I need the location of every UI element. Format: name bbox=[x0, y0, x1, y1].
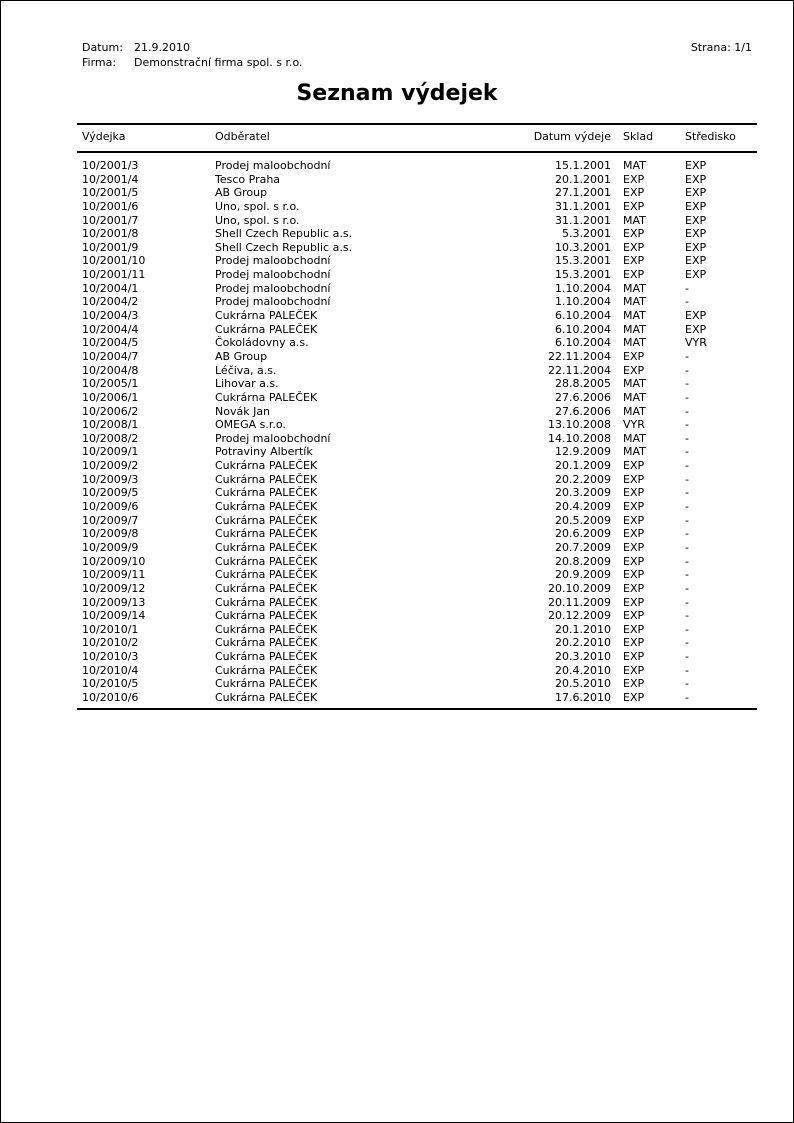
table-row bbox=[1, 364, 793, 378]
cell-sklad: MAT bbox=[623, 213, 646, 227]
cell-vydejka: 10/2001/11 bbox=[82, 268, 146, 282]
cell-datum-vydeje: 20.3.2009 bbox=[555, 486, 611, 500]
table-body bbox=[1, 159, 793, 705]
cell-odberatel: Cukrárna PALEČEK bbox=[215, 595, 318, 609]
cell-datum-vydeje: 20.4.2010 bbox=[555, 663, 611, 677]
cell-vydejka: 10/2009/13 bbox=[82, 595, 146, 609]
cell-vydejka: 10/2004/3 bbox=[82, 309, 139, 323]
cell-stredisko: - bbox=[685, 663, 689, 677]
table-row bbox=[1, 173, 793, 187]
cell-vydejka: 10/2009/1 bbox=[82, 445, 139, 459]
cell-sklad: EXP bbox=[623, 677, 645, 691]
table-row bbox=[1, 405, 793, 419]
table-row bbox=[1, 514, 793, 528]
cell-stredisko: - bbox=[685, 295, 689, 309]
table-row bbox=[1, 418, 793, 432]
table-row bbox=[1, 377, 793, 391]
cell-datum-vydeje: 22.11.2004 bbox=[548, 349, 611, 363]
header-odberatel: Odběratel bbox=[215, 130, 270, 143]
cell-vydejka: 10/2001/4 bbox=[82, 172, 139, 186]
table-row bbox=[1, 445, 793, 459]
cell-vydejka: 10/2010/5 bbox=[82, 677, 139, 691]
cell-stredisko: EXP bbox=[685, 268, 707, 282]
cell-vydejka: 10/2001/6 bbox=[82, 199, 139, 213]
cell-vydejka: 10/2009/6 bbox=[82, 500, 139, 514]
cell-stredisko: VYR bbox=[685, 336, 707, 350]
cell-sklad: EXP bbox=[623, 527, 645, 541]
table-row bbox=[1, 636, 793, 650]
cell-sklad: EXP bbox=[623, 663, 645, 677]
cell-stredisko: EXP bbox=[685, 309, 707, 323]
cell-sklad: EXP bbox=[623, 554, 645, 568]
cell-datum-vydeje: 31.1.2001 bbox=[555, 213, 611, 227]
cell-sklad: EXP bbox=[623, 459, 645, 473]
cell-odberatel: Prodej maloobchodní bbox=[215, 254, 331, 268]
cell-odberatel: Prodej maloobchodní bbox=[215, 431, 331, 445]
cell-odberatel: OMEGA s.r.o. bbox=[215, 418, 286, 432]
cell-datum-vydeje: 20.3.2010 bbox=[555, 650, 611, 664]
table-row bbox=[1, 596, 793, 610]
table-row bbox=[1, 541, 793, 555]
cell-odberatel: Cukrárna PALEČEK bbox=[215, 568, 318, 582]
cell-datum-vydeje: 17.6.2010 bbox=[555, 690, 611, 704]
cell-vydejka: 10/2009/14 bbox=[82, 609, 146, 623]
cell-odberatel: Lihovar a.s. bbox=[215, 377, 279, 391]
cell-odberatel: Shell Czech Republic a.s. bbox=[215, 227, 353, 241]
table-row bbox=[1, 432, 793, 446]
cell-vydejka: 10/2009/12 bbox=[82, 581, 146, 595]
table-row bbox=[1, 664, 793, 678]
cell-datum-vydeje: 27.1.2001 bbox=[555, 186, 611, 200]
cell-sklad: EXP bbox=[623, 186, 645, 200]
cell-stredisko: - bbox=[685, 418, 689, 432]
cell-stredisko: - bbox=[685, 636, 689, 650]
cell-odberatel: Prodej maloobchodní bbox=[215, 281, 331, 295]
firm-label: Firma: bbox=[82, 56, 117, 69]
date-value: 21.9.2010 bbox=[134, 41, 190, 54]
cell-vydejka: 10/2009/11 bbox=[82, 568, 146, 582]
cell-datum-vydeje: 6.10.2004 bbox=[555, 336, 611, 350]
cell-datum-vydeje: 20.1.2010 bbox=[555, 622, 611, 636]
cell-odberatel: Cukrárna PALEČEK bbox=[215, 513, 318, 527]
cell-vydejka: 10/2001/10 bbox=[82, 254, 146, 268]
cell-vydejka: 10/2001/5 bbox=[82, 186, 139, 200]
table-row bbox=[1, 486, 793, 500]
cell-sklad: MAT bbox=[623, 377, 646, 391]
cell-odberatel: Čokoládovny a.s. bbox=[215, 336, 309, 350]
cell-datum-vydeje: 27.6.2006 bbox=[555, 390, 611, 404]
cell-odberatel: Cukrárna PALEČEK bbox=[215, 622, 318, 636]
cell-odberatel: Cukrárna PALEČEK bbox=[215, 650, 318, 664]
cell-datum-vydeje: 20.2.2009 bbox=[555, 472, 611, 486]
cell-stredisko: EXP bbox=[685, 172, 707, 186]
cell-sklad: EXP bbox=[623, 486, 645, 500]
cell-odberatel: Potraviny Albertík bbox=[215, 445, 313, 459]
cell-vydejka: 10/2008/2 bbox=[82, 431, 139, 445]
cell-datum-vydeje: 20.12.2009 bbox=[548, 609, 611, 623]
cell-stredisko: EXP bbox=[685, 186, 707, 200]
cell-datum-vydeje: 20.9.2009 bbox=[555, 568, 611, 582]
cell-vydejka: 10/2006/1 bbox=[82, 390, 139, 404]
cell-odberatel: Cukrárna PALEČEK bbox=[215, 486, 318, 500]
cell-stredisko: - bbox=[685, 486, 689, 500]
cell-odberatel: AB Group bbox=[215, 186, 268, 200]
cell-stredisko: - bbox=[685, 377, 689, 391]
table-row bbox=[1, 500, 793, 514]
cell-sklad: EXP bbox=[623, 595, 645, 609]
cell-sklad: EXP bbox=[623, 254, 645, 268]
cell-stredisko: - bbox=[685, 568, 689, 582]
cell-stredisko: - bbox=[685, 281, 689, 295]
cell-stredisko: - bbox=[685, 363, 689, 377]
cell-vydejka: 10/2004/1 bbox=[82, 281, 139, 295]
cell-odberatel: AB Group bbox=[215, 349, 268, 363]
cell-stredisko: EXP bbox=[685, 227, 707, 241]
cell-odberatel: Tesco Praha bbox=[215, 172, 281, 186]
cell-datum-vydeje: 1.10.2004 bbox=[555, 295, 611, 309]
cell-datum-vydeje: 31.1.2001 bbox=[555, 199, 611, 213]
cell-vydejka: 10/2005/1 bbox=[82, 377, 139, 391]
cell-vydejka: 10/2001/8 bbox=[82, 227, 139, 241]
table-row bbox=[1, 186, 793, 200]
cell-sklad: MAT bbox=[623, 431, 646, 445]
table-row bbox=[1, 254, 793, 268]
cell-sklad: MAT bbox=[623, 295, 646, 309]
cell-sklad: EXP bbox=[623, 636, 645, 650]
cell-vydejka: 10/2010/3 bbox=[82, 650, 139, 664]
cell-sklad: MAT bbox=[623, 336, 646, 350]
table-row bbox=[1, 159, 793, 173]
cell-sklad: EXP bbox=[623, 227, 645, 241]
cell-sklad: EXP bbox=[623, 349, 645, 363]
cell-stredisko: - bbox=[685, 609, 689, 623]
cell-sklad: EXP bbox=[623, 650, 645, 664]
cell-vydejka: 10/2004/5 bbox=[82, 336, 139, 350]
table-row bbox=[1, 459, 793, 473]
cell-sklad: MAT bbox=[623, 445, 646, 459]
table-row bbox=[1, 677, 793, 691]
report-firm bbox=[82, 56, 303, 70]
cell-odberatel: Cukrárna PALEČEK bbox=[215, 554, 318, 568]
cell-sklad: EXP bbox=[623, 268, 645, 282]
table-row bbox=[1, 323, 793, 337]
table-row bbox=[1, 295, 793, 309]
header-stredisko: Středisko bbox=[685, 130, 736, 143]
cell-odberatel: Cukrárna PALEČEK bbox=[215, 677, 318, 691]
cell-stredisko: - bbox=[685, 472, 689, 486]
cell-datum-vydeje: 15.1.2001 bbox=[555, 159, 611, 172]
cell-sklad: MAT bbox=[623, 281, 646, 295]
page-title: Seznam výdejek bbox=[296, 81, 498, 106]
table-row bbox=[1, 391, 793, 405]
cell-sklad: EXP bbox=[623, 622, 645, 636]
cell-odberatel: Prodej maloobchodní bbox=[215, 295, 331, 309]
cell-vydejka: 10/2008/1 bbox=[82, 418, 139, 432]
cell-vydejka: 10/2009/2 bbox=[82, 459, 139, 473]
cell-datum-vydeje: 28.8.2005 bbox=[555, 377, 611, 391]
cell-sklad: EXP bbox=[623, 568, 645, 582]
table-row bbox=[1, 555, 793, 569]
cell-odberatel: Prodej maloobchodní bbox=[215, 159, 331, 172]
cell-odberatel: Cukrárna PALEČEK bbox=[215, 390, 318, 404]
cell-sklad: EXP bbox=[623, 609, 645, 623]
cell-sklad: EXP bbox=[623, 500, 645, 514]
cell-vydejka: 10/2010/2 bbox=[82, 636, 139, 650]
cell-sklad: EXP bbox=[623, 513, 645, 527]
cell-datum-vydeje: 20.2.2010 bbox=[555, 636, 611, 650]
cell-datum-vydeje: 20.1.2001 bbox=[555, 172, 611, 186]
cell-odberatel: Cukrárna PALEČEK bbox=[215, 459, 318, 473]
page-number: Strana: 1/1 bbox=[690, 41, 752, 54]
cell-datum-vydeje: 20.7.2009 bbox=[555, 540, 611, 554]
table-row bbox=[1, 473, 793, 487]
cell-sklad: EXP bbox=[623, 540, 645, 554]
cell-vydejka: 10/2010/4 bbox=[82, 663, 139, 677]
cell-datum-vydeje: 27.6.2006 bbox=[555, 404, 611, 418]
cell-sklad: MAT bbox=[623, 159, 646, 172]
table-row bbox=[1, 200, 793, 214]
cell-datum-vydeje: 20.5.2009 bbox=[555, 513, 611, 527]
cell-vydejka: 10/2009/10 bbox=[82, 554, 146, 568]
cell-vydejka: 10/2004/7 bbox=[82, 349, 139, 363]
cell-datum-vydeje: 20.11.2009 bbox=[548, 595, 611, 609]
cell-vydejka: 10/2009/5 bbox=[82, 486, 139, 500]
cell-stredisko: - bbox=[685, 622, 689, 636]
table-row bbox=[1, 282, 793, 296]
table-row bbox=[1, 650, 793, 664]
cell-datum-vydeje: 6.10.2004 bbox=[555, 309, 611, 323]
cell-datum-vydeje: 1.10.2004 bbox=[555, 281, 611, 295]
cell-stredisko: - bbox=[685, 513, 689, 527]
cell-sklad: MAT bbox=[623, 390, 646, 404]
cell-vydejka: 10/2009/3 bbox=[82, 472, 139, 486]
cell-vydejka: 10/2010/1 bbox=[82, 622, 139, 636]
table-row bbox=[1, 227, 793, 241]
cell-vydejka: 10/2001/9 bbox=[82, 240, 139, 254]
cell-sklad: EXP bbox=[623, 581, 645, 595]
cell-stredisko: - bbox=[685, 404, 689, 418]
cell-sklad: VYR bbox=[623, 418, 645, 432]
cell-odberatel: Cukrárna PALEČEK bbox=[215, 322, 318, 336]
cell-datum-vydeje: 12.9.2009 bbox=[555, 445, 611, 459]
cell-vydejka: 10/2004/4 bbox=[82, 322, 139, 336]
cell-datum-vydeje: 10.3.2001 bbox=[555, 240, 611, 254]
table-header-rule bbox=[77, 151, 757, 153]
table-row bbox=[1, 350, 793, 364]
cell-sklad: MAT bbox=[623, 322, 646, 336]
cell-stredisko: - bbox=[685, 459, 689, 473]
report-date bbox=[82, 41, 190, 55]
header-sklad: Sklad bbox=[623, 130, 654, 143]
header-datum-vydeje: Datum výdeje bbox=[533, 130, 611, 143]
cell-odberatel: Cukrárna PALEČEK bbox=[215, 500, 318, 514]
cell-datum-vydeje: 20.8.2009 bbox=[555, 554, 611, 568]
cell-stredisko: EXP bbox=[685, 322, 707, 336]
cell-stredisko: - bbox=[685, 349, 689, 363]
cell-datum-vydeje: 22.11.2004 bbox=[548, 363, 611, 377]
table-row bbox=[1, 241, 793, 255]
table-top-rule bbox=[77, 123, 757, 125]
cell-odberatel: Prodej maloobchodní bbox=[215, 268, 331, 282]
cell-vydejka: 10/2009/9 bbox=[82, 540, 139, 554]
cell-odberatel: Novák Jan bbox=[215, 404, 271, 418]
table-row bbox=[1, 214, 793, 228]
cell-datum-vydeje: 20.1.2009 bbox=[555, 459, 611, 473]
cell-datum-vydeje: 15.3.2001 bbox=[555, 268, 611, 282]
cell-odberatel: Cukrárna PALEČEK bbox=[215, 690, 318, 704]
cell-vydejka: 10/2009/8 bbox=[82, 527, 139, 541]
cell-stredisko: - bbox=[685, 595, 689, 609]
cell-stredisko: EXP bbox=[685, 213, 707, 227]
cell-vydejka: 10/2004/2 bbox=[82, 295, 139, 309]
cell-vydejka: 10/2004/8 bbox=[82, 363, 139, 377]
cell-sklad: EXP bbox=[623, 199, 645, 213]
cell-sklad: MAT bbox=[623, 309, 646, 323]
table-row bbox=[1, 582, 793, 596]
cell-odberatel: Uno, spol. s r.o. bbox=[215, 213, 300, 227]
table-row bbox=[1, 309, 793, 323]
cell-sklad: EXP bbox=[623, 363, 645, 377]
cell-stredisko: - bbox=[685, 581, 689, 595]
date-label: Datum: bbox=[82, 41, 123, 54]
table-row bbox=[1, 568, 793, 582]
firm-value: Demonstrační firma spol. s r.o. bbox=[134, 56, 303, 69]
cell-datum-vydeje: 20.4.2009 bbox=[555, 500, 611, 514]
cell-stredisko: - bbox=[685, 554, 689, 568]
header-vydejka: Výdejka bbox=[82, 130, 126, 143]
cell-odberatel: Cukrárna PALEČEK bbox=[215, 636, 318, 650]
table-row bbox=[1, 609, 793, 623]
cell-sklad: EXP bbox=[623, 690, 645, 704]
table-row bbox=[1, 268, 793, 282]
cell-stredisko: - bbox=[685, 677, 689, 691]
cell-vydejka: 10/2001/3 bbox=[82, 159, 139, 172]
cell-odberatel: Cukrárna PALEČEK bbox=[215, 309, 318, 323]
cell-stredisko: EXP bbox=[685, 240, 707, 254]
cell-stredisko: - bbox=[685, 390, 689, 404]
cell-sklad: EXP bbox=[623, 240, 645, 254]
cell-odberatel: Cukrárna PALEČEK bbox=[215, 527, 318, 541]
cell-sklad: EXP bbox=[623, 472, 645, 486]
cell-odberatel: Léčiva, a.s. bbox=[215, 363, 277, 377]
cell-odberatel: Uno, spol. s r.o. bbox=[215, 199, 300, 213]
cell-stredisko: - bbox=[685, 527, 689, 541]
cell-datum-vydeje: 13.10.2008 bbox=[548, 418, 611, 432]
cell-stredisko: EXP bbox=[685, 254, 707, 268]
cell-datum-vydeje: 6.10.2004 bbox=[555, 322, 611, 336]
cell-stredisko: - bbox=[685, 650, 689, 664]
cell-vydejka: 10/2006/2 bbox=[82, 404, 139, 418]
cell-odberatel: Shell Czech Republic a.s. bbox=[215, 240, 353, 254]
cell-stredisko: - bbox=[685, 690, 689, 704]
table-row bbox=[1, 336, 793, 350]
cell-stredisko: EXP bbox=[685, 159, 707, 172]
table-row bbox=[1, 623, 793, 637]
cell-odberatel: Cukrárna PALEČEK bbox=[215, 663, 318, 677]
cell-stredisko: - bbox=[685, 431, 689, 445]
cell-sklad: EXP bbox=[623, 172, 645, 186]
cell-datum-vydeje: 20.6.2009 bbox=[555, 527, 611, 541]
cell-stredisko: - bbox=[685, 500, 689, 514]
cell-odberatel: Cukrárna PALEČEK bbox=[215, 609, 318, 623]
cell-datum-vydeje: 20.5.2010 bbox=[555, 677, 611, 691]
table-row bbox=[1, 691, 793, 705]
cell-datum-vydeje: 15.3.2001 bbox=[555, 254, 611, 268]
cell-stredisko: - bbox=[685, 445, 689, 459]
cell-vydejka: 10/2009/7 bbox=[82, 513, 139, 527]
cell-vydejka: 10/2010/6 bbox=[82, 690, 139, 704]
table-bottom-rule bbox=[77, 708, 757, 710]
cell-datum-vydeje: 14.10.2008 bbox=[548, 431, 611, 445]
cell-odberatel: Cukrárna PALEČEK bbox=[215, 472, 318, 486]
cell-vydejka: 10/2001/7 bbox=[82, 213, 139, 227]
cell-datum-vydeje: 5.3.2001 bbox=[562, 227, 611, 241]
cell-odberatel: Cukrárna PALEČEK bbox=[215, 540, 318, 554]
cell-stredisko: EXP bbox=[685, 199, 707, 213]
cell-datum-vydeje: 20.10.2009 bbox=[548, 581, 611, 595]
cell-stredisko: - bbox=[685, 540, 689, 554]
table-row bbox=[1, 527, 793, 541]
cell-odberatel: Cukrárna PALEČEK bbox=[215, 581, 318, 595]
cell-sklad: MAT bbox=[623, 404, 646, 418]
